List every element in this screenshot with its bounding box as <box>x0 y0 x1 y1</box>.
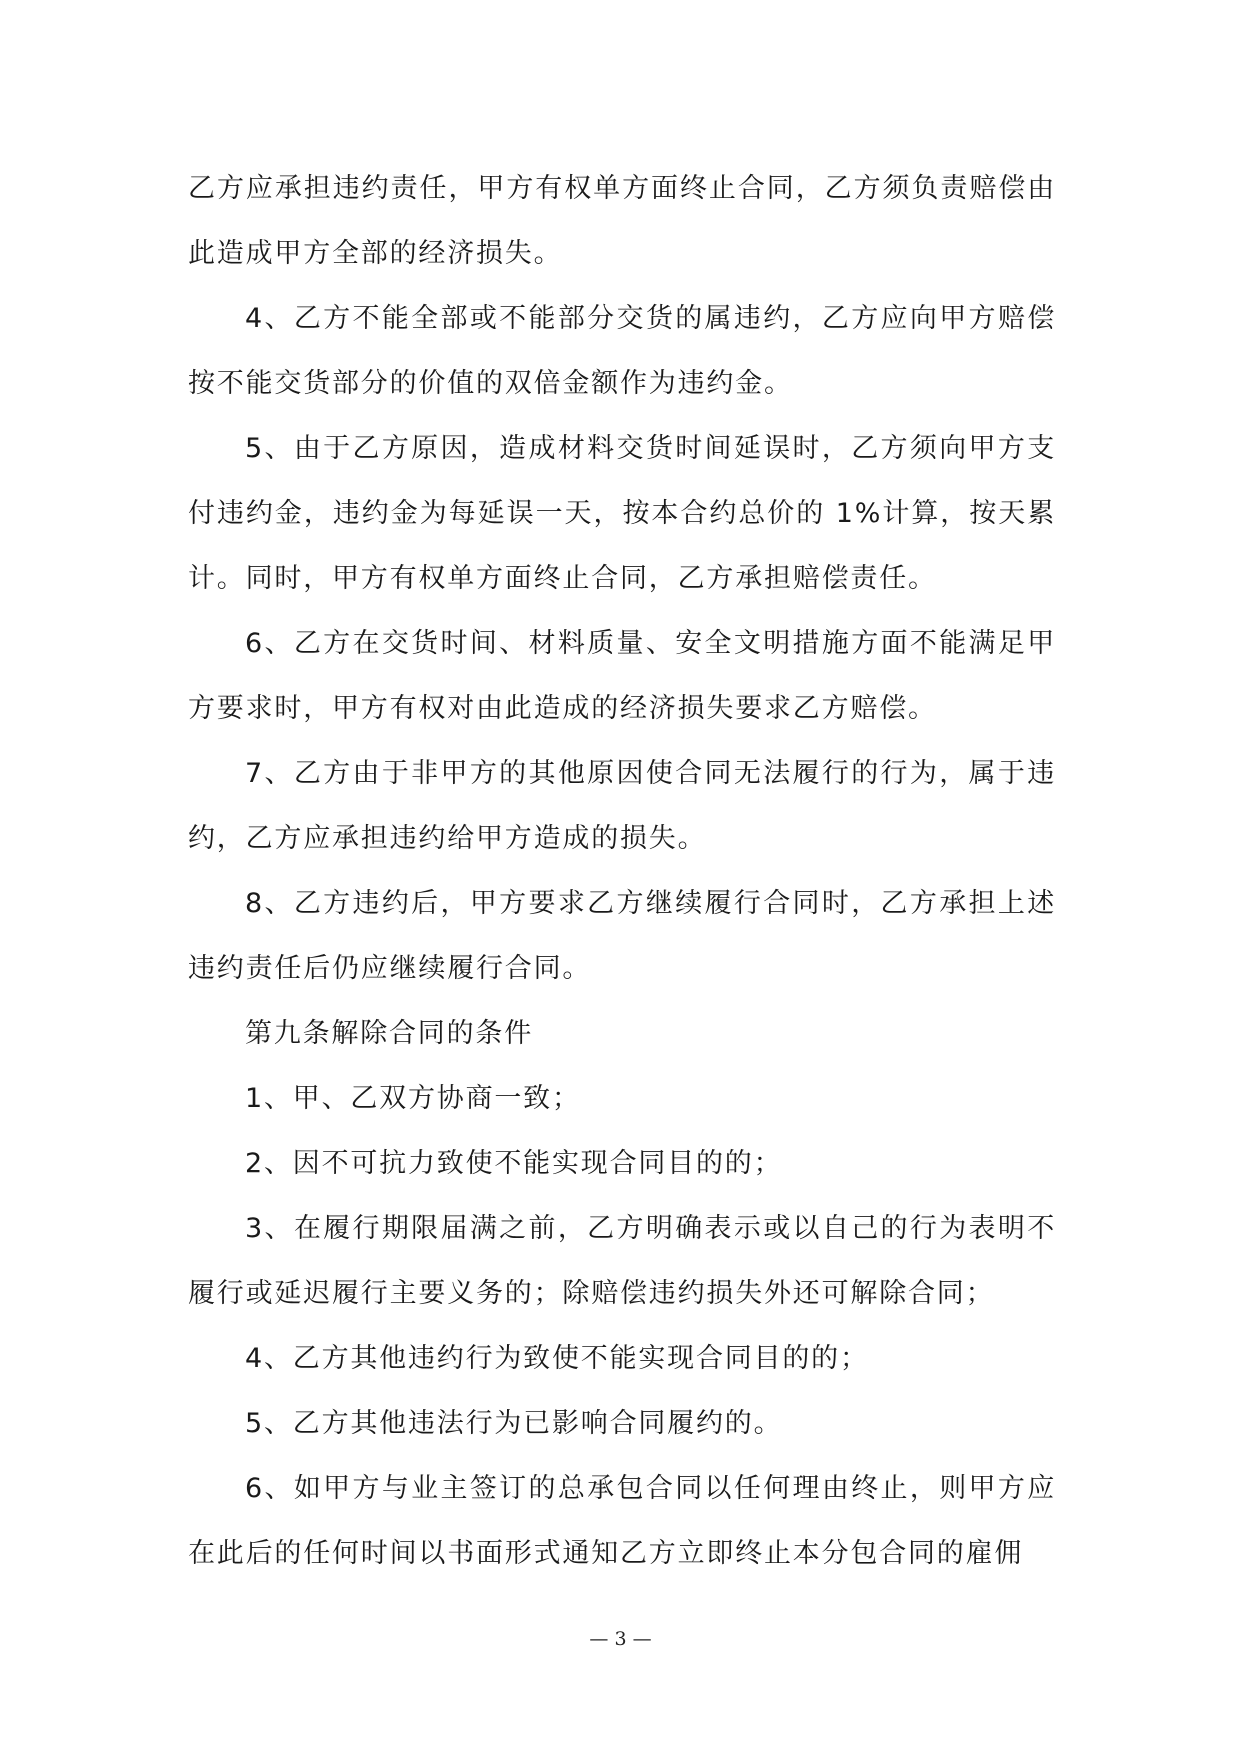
list-item-condition-1: 1、甲、乙双方协商一致； <box>245 1083 581 1114</box>
paragraph: 乙方应承担违约责任，甲方有权单方面终止合同，乙方须负责赔偿由此造成甲方全部的经济损失。 <box>188 173 1056 269</box>
list-item-condition-4: 4、乙方其他违约行为致使不能实现合同目的的； <box>245 1343 869 1374</box>
paragraph-clause-5: 5、由于乙方原因，造成材料交货时间延误时，乙方须向甲方支付违约金，违约金为每延误一天，按本合约总价的 1%计算，按天累计。同时，甲方有权单方面终止合同，乙方承担赔偿责任。 <box>188 433 1056 594</box>
paragraph-clause-4: 4、乙方不能全部或不能部分交货的属违约，乙方应向甲方赔偿按不能交货部分的价值的双倍金额作为违约金。 <box>188 303 1056 399</box>
list-item-condition-3: 3、在履行期限届满之前，乙方明确表示或以自己的行为表明不履行或延迟履行主要义务的；除赔偿违约损失外还可解除合同； <box>188 1213 1056 1309</box>
page-number: — 3 — <box>589 1628 652 1650</box>
list-item-condition-2: 2、因不可抗力致使不能实现合同目的的； <box>245 1148 783 1179</box>
paragraph-clause-7: 7、乙方由于非甲方的其他原因使合同无法履行的行为，属于违约，乙方应承担违约给甲方造成的损失。 <box>188 758 1056 854</box>
paragraph-clause-6: 6、乙方在交货时间、材料质量、安全文明措施方面不能满足甲方要求时，甲方有权对由此造成的经济损失要求乙方赔偿。 <box>188 628 1056 724</box>
list-item-condition-5: 5、乙方其他违法行为已影响合同履约的。 <box>245 1408 783 1439</box>
body-text <box>188 156 1056 1586</box>
section-heading-article-9: 第九条解除合同的条件 <box>245 1018 533 1049</box>
paragraph-clause-8: 8、乙方违约后，甲方要求乙方继续履行合同时，乙方承担上述违约责任后仍应继续履行合同。 <box>188 888 1056 984</box>
list-item-condition-6: 6、如甲方与业主签订的总承包合同以任何理由终止，则甲方应在此后的任何时间以书面形式通知乙方立即终止本分包合同的雇佣 <box>188 1473 1056 1569</box>
